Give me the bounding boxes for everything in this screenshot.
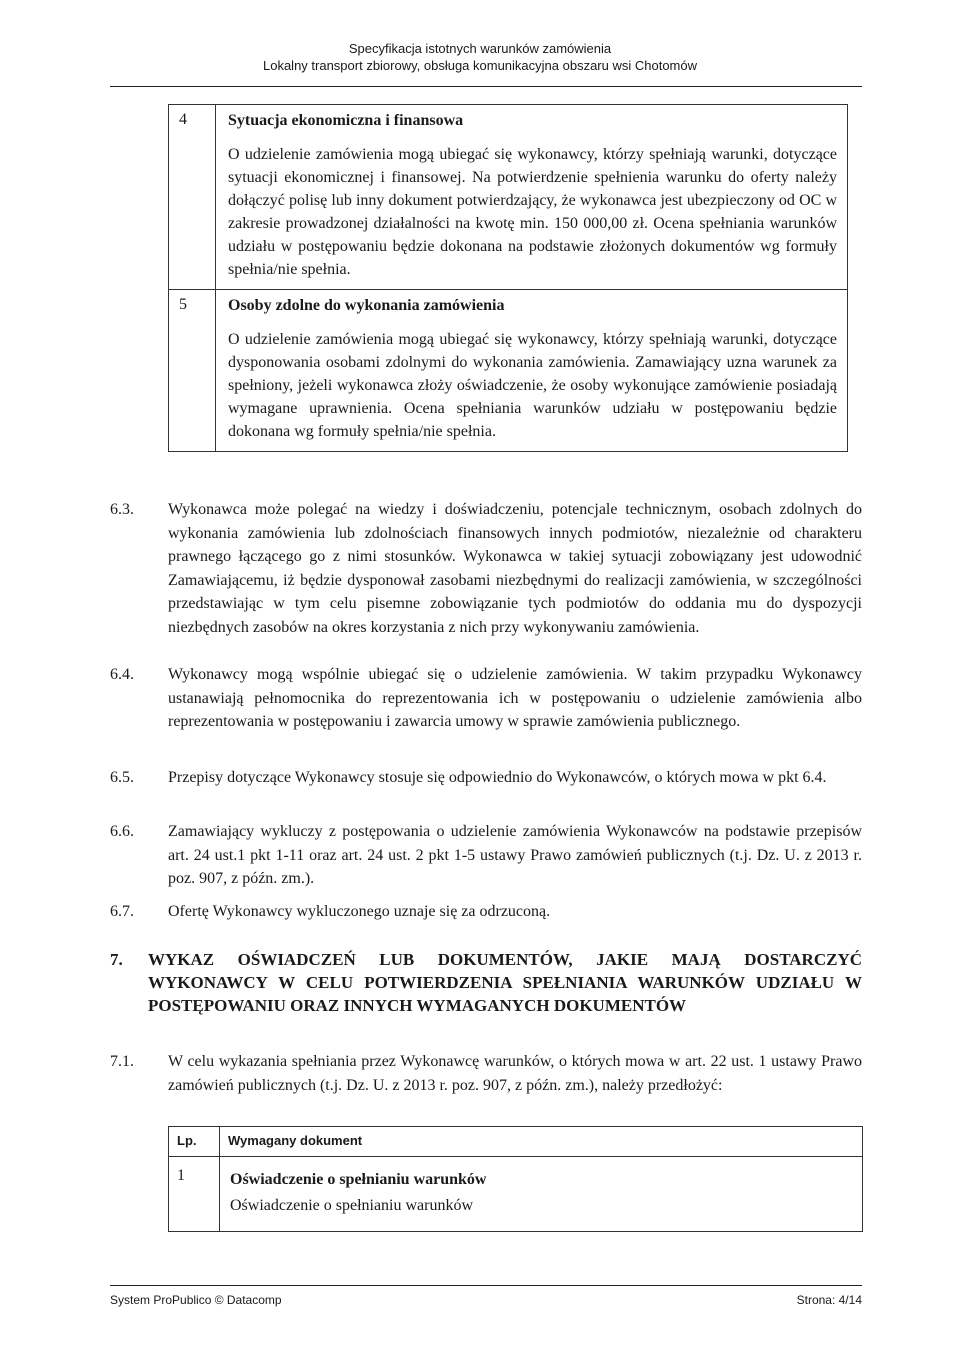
condition-row-5 — [169, 290, 848, 452]
header-divider — [110, 86, 862, 87]
required-documents-table — [168, 1126, 863, 1232]
paragraph-number: 6.5. — [110, 769, 134, 786]
condition-number: 4 — [169, 105, 216, 290]
paragraph-text: Przepisy dotyczące Wykonawcy stosuje się odpowiednio do Wykonawców, o których mowa w pkt 6.4. — [168, 769, 827, 786]
paragraph-7-1 — [110, 1050, 862, 1097]
paragraph-text: Zamawiający wykluczy z postępowania o udzielenie zamówienia Wykonawców na podstawie przepisów art. 24 ust.1 pkt 1-11 oraz art. 24 ust. 2 pkt 1-5 ustawy Prawo zamówień publicznych (t.j. Dz. U. z 2013 r. poz. 907, z późn. zm.). — [168, 823, 862, 887]
conditions-table — [168, 104, 848, 452]
paragraph-6-6 — [110, 820, 862, 891]
paragraph-text: Wykonawcy mogą wspólnie ubiegać się o udzielenie zamówienia. W takim przypadku Wykonawcy ustanawiają pełnomocnika do reprezentowania ich w postępowaniu o udzielenie zamówienia albo reprezentowania w postępowaniu i zawarcia umowy w sprawie zamówienia publicznego. — [168, 666, 862, 730]
column-header-document: Wymagany dokument — [220, 1127, 863, 1157]
condition-title: Sytuacja ekonomiczna i finansowa — [228, 112, 464, 129]
paragraph-6-4 — [110, 663, 862, 734]
header-title: Specyfikacja istotnych warunków zamówienia — [348, 41, 612, 56]
page-header — [0, 40, 960, 74]
section-title: WYKAZ OŚWIADCZEŃ LUB DOKUMENTÓW, JAKIE MAJĄ DOSTARCZYĆ WYKONAWCY W CELU POTWIERDZENIA SPEŁNIANIA WARUNKÓW UDZIAŁU W POSTĘPOWANIU ORAZ INNYCH WYMAGANYCH DOKUMENTÓW — [148, 950, 862, 1015]
footer-divider — [110, 1285, 862, 1286]
paragraph-text: Ofertę Wykonawcy wykluczonego uznaje się za odrzuconą. — [168, 903, 551, 920]
condition-row-4 — [169, 105, 848, 290]
document-title: Oświadczenie o spełnianiu warunków — [230, 1171, 487, 1188]
section-7-heading — [110, 948, 862, 1017]
condition-body — [216, 105, 848, 290]
table-header-row — [169, 1127, 863, 1157]
condition-title: Osoby zdolne do wykonania zamówienia — [228, 297, 505, 314]
condition-text: O udzielenie zamówienia mogą ubiegać się wykonawcy, którzy spełniają warunki, dotyczące sytuacji ekonomicznej i finansowej. Na potwierdzenie spełnienia warunku do oferty należy dołączyć polisę lub inny dokument potwierdzający, że wykonawca jest ubezpieczony od OC w zakresie prowadzonej działalności na kwotę min. 150 000,00 zł. Ocena spełniania warunków udziału w postępowaniu będzie dokonana na podstawie złożonych dokumentów wg formuły spełnia/nie spełnia. — [228, 146, 837, 278]
paragraph-number: 6.4. — [110, 666, 134, 683]
condition-text: O udzielenie zamówienia mogą ubiegać się wykonawcy, którzy spełniają warunki, dotyczące dysponowania osobami zdolnymi do wykonania zamówienia. Zamawiający uzna warunek za spełniony, jeżeli wykonawca złoży oświadczenie, że osoby wykonujące zamówienie posiadają wymagane uprawnienia. Ocena spełniania warunków udziału w postępowaniu będzie dokonana wg formuły spełnia/nie spełnia. — [228, 331, 837, 440]
paragraph-number: 7.1. — [110, 1053, 134, 1070]
page-number: Strona: 4/14 — [796, 1293, 862, 1307]
paragraph-number: 6.7. — [110, 903, 134, 920]
condition-body — [216, 290, 848, 452]
paragraph-number: 6.3. — [110, 501, 134, 518]
document-description: Oświadczenie o spełnianiu warunków — [230, 1197, 474, 1214]
row-number: 1 — [169, 1157, 220, 1232]
paragraph-6-7 — [110, 900, 862, 924]
header-subtitle: Lokalny transport zbiorowy, obsługa komunikacyjna obszaru wsi Chotomów — [262, 58, 698, 73]
paragraph-text: W celu wykazania spełniania przez Wykonawcę warunków, o których mowa w art. 22 ust. 1 ustawy Prawo zamówień publicznych (t.j. Dz. U. z 2013 r. poz. 907, z późn. zm.), należy przedłożyć: — [168, 1053, 862, 1094]
paragraph-text: Wykonawca może polegać na wiedzy i doświadczeniu, potencjale technicznym, osobach zdolnych do wykonania zamówienia lub zdolnościach finansowych innych podmiotów, niezależnie od charakteru prawnego łączącego go z nimi stosunków. Wykonawca w takiej sytuacji zobowiązany jest udowodnić Zamawiającemu, iż będzie dysponował zasobami niezbędnymi do realizacji zamówienia, w szczególności przedstawiając w tym celu pisemne zobowiązanie tych podmiotów do oddania mu do dyspozycji niezbędnych zasobów na okres korzystania z nich przy wykonywaniu zamówienia. — [168, 501, 862, 636]
footer-system-name: System ProPublico © Datacomp — [110, 1293, 282, 1307]
paragraph-number: 6.6. — [110, 823, 134, 840]
table-row — [169, 1157, 863, 1232]
page-footer — [110, 1293, 862, 1307]
column-header-lp: Lp. — [169, 1127, 220, 1157]
paragraph-6-3 — [110, 498, 862, 639]
section-number: 7. — [110, 950, 123, 969]
paragraph-6-5 — [110, 766, 862, 790]
row-body — [220, 1157, 863, 1232]
condition-number: 5 — [169, 290, 216, 452]
